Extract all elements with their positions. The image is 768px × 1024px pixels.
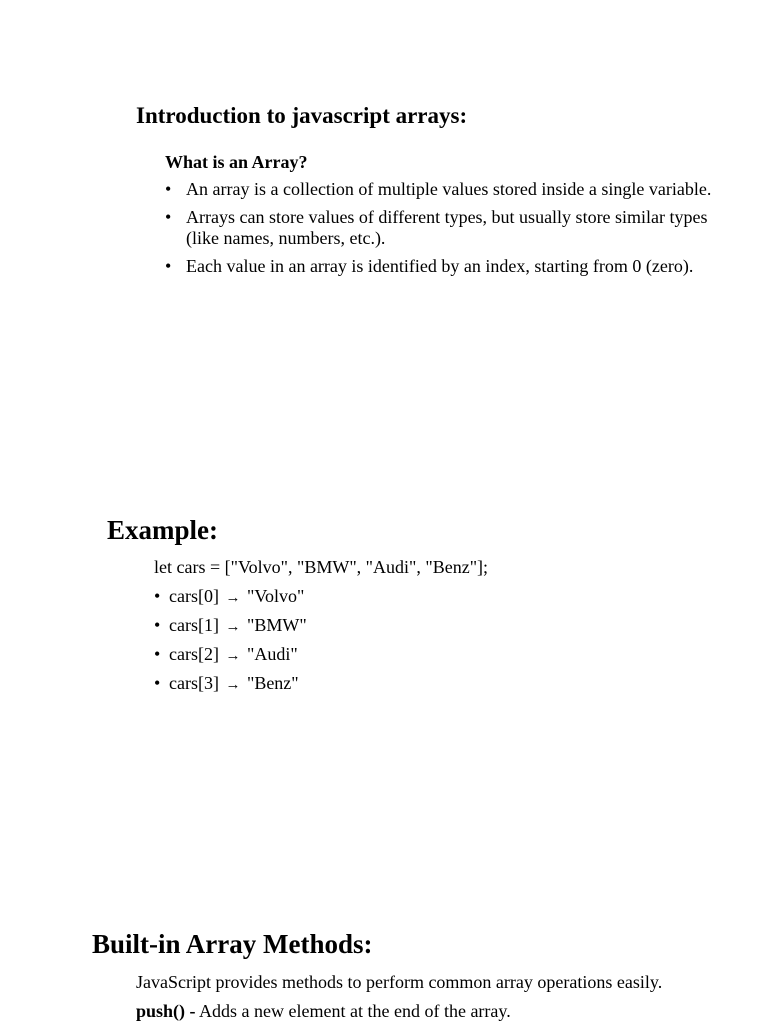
list-item (165, 179, 725, 200)
example-code-line: let cars = ["Volvo", "BMW", "Audi", "Benz"]; (154, 557, 489, 577)
method-description: Adds a new element at the end of the array. (195, 1001, 511, 1021)
list-item-text: An array is a collection of multiple values stored inside a single variable. (186, 179, 712, 199)
list-item (165, 207, 725, 249)
array-index: cars[3] (169, 673, 219, 693)
array-definition-list (165, 179, 725, 284)
array-index: cars[0] (169, 586, 219, 606)
bullet-icon: • (154, 644, 161, 664)
arrow-right-icon: → (225, 619, 241, 635)
section-title-methods: Built-in Array Methods: (92, 929, 373, 959)
list-item (154, 642, 307, 671)
method-name-push: push() - (136, 1001, 196, 1021)
subtitle-what-is-array: What is an Array? (165, 152, 308, 172)
array-value: "Volvo" (246, 586, 305, 606)
arrow-right-icon: → (225, 677, 241, 693)
bullet-icon: • (165, 207, 172, 227)
array-value: "Audi" (246, 644, 298, 664)
bullet-icon: • (165, 179, 172, 199)
list-item (154, 613, 307, 642)
bullet-icon: • (154, 673, 161, 693)
list-item-text: Arrays can store values of different types, but usually store similar types (like names, numbers, etc.). (186, 207, 708, 248)
array-index: cars[2] (169, 644, 219, 664)
methods-intro-text: JavaScript provides methods to perform common array operations easily. (136, 972, 663, 992)
section-title-example: Example: (107, 515, 218, 545)
list-item (154, 671, 307, 700)
method-push-description (136, 999, 511, 1023)
array-value: "BMW" (246, 615, 307, 635)
list-item-text: Each value in an array is identified by an index, starting from 0 (zero). (186, 256, 694, 276)
array-index: cars[1] (169, 615, 219, 635)
bullet-icon: • (154, 615, 161, 635)
arrow-right-icon: → (225, 648, 241, 664)
arrow-right-icon: → (225, 590, 241, 606)
array-value: "Benz" (246, 673, 299, 693)
list-item (165, 256, 725, 277)
list-item (154, 584, 307, 613)
section-title-intro: Introduction to javascript arrays: (136, 103, 468, 128)
example-index-list (154, 584, 307, 700)
bullet-icon: • (165, 256, 172, 276)
bullet-icon: • (154, 586, 161, 606)
